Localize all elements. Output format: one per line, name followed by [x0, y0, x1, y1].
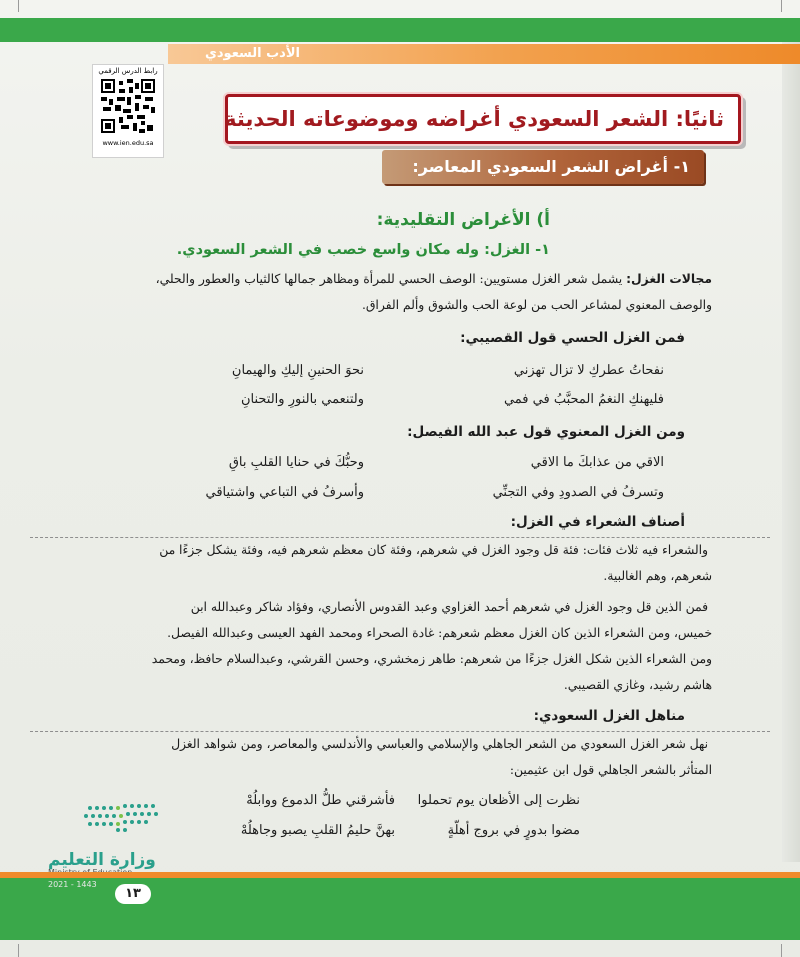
- ghazal-heading: ١- الغزل: وله مكان واسع خصب في الشعر السعودي.: [176, 242, 550, 258]
- fields-label: مجالات الغزل:: [626, 272, 712, 286]
- crop-mark: [18, 944, 19, 957]
- top-green-bar: [0, 18, 800, 42]
- poets-p2-line: ومن الشعراء الذين شكل الغزل جزءًا من شعرهم: طاهر زمخشري، وحسن القرشي، وعبدالسلام حافظ، ومحمد: [151, 652, 712, 666]
- verse-1-2-left: ولتنعمي بالنورِ والتحنانِ: [240, 392, 364, 407]
- qr-label: رابط الدرس الرقمي: [98, 67, 158, 75]
- section-header-bar: [168, 44, 800, 64]
- crop-mark: [18, 0, 19, 12]
- poets-p2-line: فمن الذين قل وجود الغزل في شعرهم أحمد الغزاوي وعبد القدوس الأنصاري، وفؤاد شاكر وعبدالله ابن: [190, 600, 708, 614]
- verse-3-2-left: بهنَّ حليمُ القلبِ يصبو وجاهلُهْ: [240, 823, 395, 838]
- main-title-box: [225, 94, 741, 144]
- verse-2-1-right: الاقي من عذابكَ ما الاقي: [530, 455, 664, 470]
- fields-line-1: [156, 272, 712, 286]
- ministry-name-ar: وزارة التعليم: [48, 850, 156, 870]
- verse-2-2-right: وتسرفُ في الصدودِ وفي التجنِّي: [492, 485, 664, 500]
- divider: [30, 537, 770, 538]
- sources-line: نهل شعر الغزل السعودي من الشعر الجاهلي والإسلامي والعباسي والأندلسي والمعاصر، ومن شواهد الغزل: [171, 737, 708, 751]
- poets-p2-line: خميس، ومن الشعراء الذين كان الغزل معظم شعرهم: غادة الصحراء ومحمد الفهد العيسى وعبدالله الفيصل.: [167, 626, 712, 640]
- fields-text-1: يشمل شعر الغزل مستويين: الوصف الحسي للمرأة ومظاهر جمالها كالثياب والعطور والحلي،: [155, 272, 623, 286]
- qr-code-box[interactable]: [92, 64, 164, 158]
- ministry-years: 2021 - 1443: [48, 880, 97, 889]
- verse-1-1-left: نحوَ الحنينِ إليكِ والهيمانِ: [231, 363, 364, 378]
- sensual-heading: فمن الغزل الحسي قول القصيبي:: [460, 330, 685, 346]
- spiritual-heading: ومن الغزل المعنوي قول عبد الله الفيصل:: [407, 424, 685, 440]
- crop-mark: [781, 0, 782, 12]
- subtitle-bar: [382, 150, 704, 184]
- section-a-heading: أ) الأغراض التقليدية:: [376, 210, 550, 230]
- subtitle: ١- أغراض الشعر السعودي المعاصر:: [412, 157, 690, 176]
- page-edge-strip: [782, 42, 800, 862]
- verse-1-2-right: فليهنكِ النغمُ المحبَّبُ في فمي: [503, 392, 664, 407]
- qr-url[interactable]: www.ien.edu.sa: [102, 139, 154, 147]
- verse-3-2-right: مضوا بدورٍ في بروج أهلّةٍ: [447, 823, 580, 838]
- ministry-logo-icon: [30, 800, 210, 840]
- poets-p2-line: هاشم رشيد، وغازي القصيبي.: [563, 678, 712, 692]
- verse-3-1-right: نظرت إلى الأظعان يوم تحملوا: [417, 793, 580, 808]
- divider: [30, 731, 770, 732]
- ministry-logo: [30, 800, 210, 880]
- verse-2-2-left: وأسرفُ في التباعي واشتياقي: [205, 485, 364, 500]
- sources-line: المتأثر بالشعر الجاهلي قول ابن عثيمين:: [509, 763, 712, 777]
- main-title: ثانيًا: الشعر السعودي أغراضه وموضوعاته الحديثة: [224, 107, 724, 131]
- page-number: ١٣: [115, 884, 151, 904]
- poets-p1-line: والشعراء فيه ثلاث فئات: فئة قل وجود الغزل في شعرهم، وفئة كان معظم شعرهم فيه، وفئة يشكل جزءًا من: [159, 543, 708, 557]
- poets-p1-line: شعرهم، وهم الغالبية.: [603, 569, 712, 583]
- section-title: الأدب السعودي: [204, 46, 300, 61]
- verse-2-1-left: وحبُّكَ في حنايا القلبِ باقِ: [228, 455, 364, 470]
- verse-3-1-left: فأشرقني طلُّ الدموع ووابلُهْ: [246, 793, 395, 808]
- verse-1-1-right: نفحاتُ عطركِ لا تزال تهزني: [513, 363, 664, 378]
- poets-heading: أصناف الشعراء في الغزل:: [510, 514, 685, 530]
- crop-mark: [781, 944, 782, 957]
- qr-code-icon[interactable]: [101, 79, 155, 133]
- fields-line-2: والوصف المعنوي لمشاعر الحب من لوعة الحب والشوق وألم الفراق.: [361, 298, 712, 312]
- sources-heading: مناهل الغزل السعودي:: [533, 708, 685, 724]
